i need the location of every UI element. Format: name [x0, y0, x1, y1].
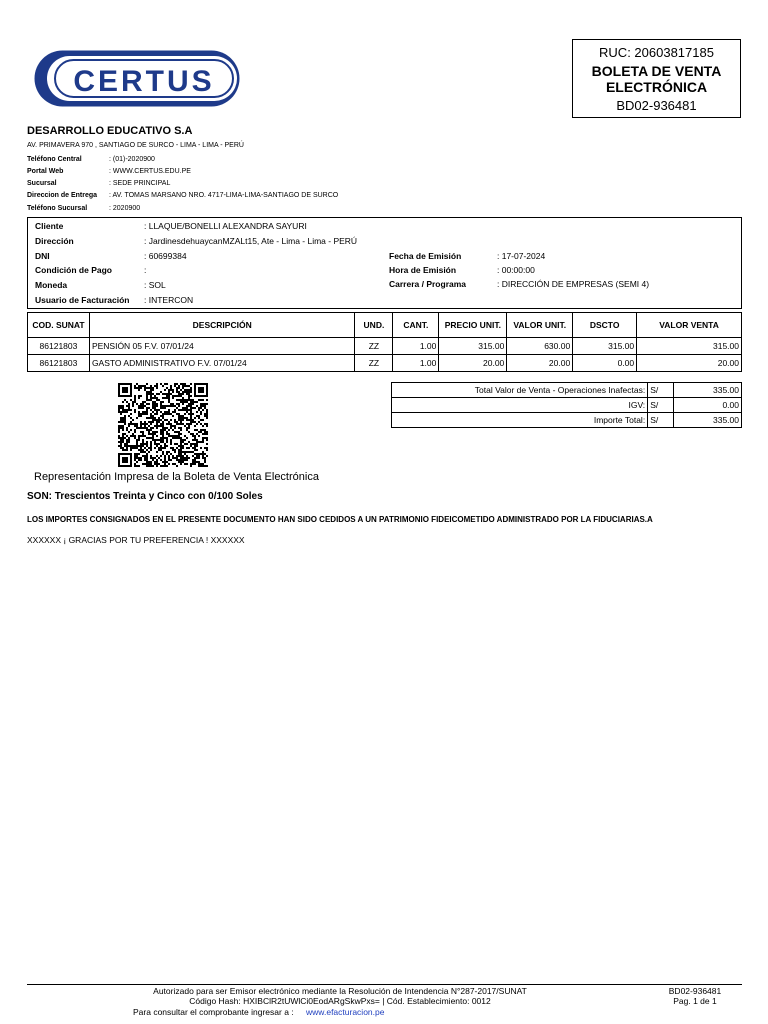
- footer-page: Pag. 1 de 1: [673, 996, 717, 1006]
- efacturacion-link[interactable]: www.efacturacion.pe: [306, 1007, 385, 1017]
- footer-divider: [27, 984, 742, 985]
- issue-date-value: : 17-07-2024: [497, 251, 546, 261]
- document-title: BOLETA DE VENTA ELECTRÓNICA: [591, 63, 722, 95]
- certus-logo: [33, 49, 241, 108]
- info-web: Portal Web : WWW.CERTUS.EDU.PE: [27, 168, 191, 175]
- program-label: Carrera / Programa: [389, 279, 467, 289]
- ruc-number: RUC: 20603817185: [599, 45, 714, 60]
- footer-hash: Código Hash: HXIBClR2tUWlCi0EodARgSkwPxs= | Cód. Establecimiento: 0012: [189, 996, 491, 1006]
- info-phone: Teléfono Central : (01)-2020900: [27, 156, 155, 163]
- col-valor-venta: VALOR VENTA: [637, 313, 742, 338]
- issue-date-label: Fecha de Emisión: [389, 251, 462, 261]
- table-row: 86121803 GASTO ADMINISTRATIVO F.V. 07/01/24 ZZ 1.00 20.00 20.00 0.00 20.00: [28, 355, 742, 372]
- col-valor-unit: VALOR UNIT.: [507, 313, 573, 338]
- dni-value: : 60699384: [144, 251, 187, 261]
- thanks-note: XXXXXX ¡ GRACIAS POR TU PREFERENCIA ! XXXXXX: [27, 535, 245, 545]
- issue-time-value: : 00:00:00: [497, 265, 535, 275]
- table-row: 86121803 PENSIÓN 05 F.V. 07/01/24 ZZ 1.00 315.00 630.00 315.00 315.00: [28, 338, 742, 355]
- footer-consult: Para consultar el comprobante ingresar a : www.efacturacion.pe: [133, 1007, 385, 1017]
- svg-text:CERTUS: CERTUS: [73, 65, 215, 98]
- client-label: Cliente: [35, 221, 64, 231]
- col-cod-sunat: COD. SUNAT: [28, 313, 90, 338]
- billing-user-label: Usuario de Facturación: [35, 295, 130, 305]
- representation-note: Representación Impresa de la Boleta de Venta Electrónica: [34, 471, 319, 483]
- col-dscto: DSCTO: [573, 313, 637, 338]
- company-address: AV. PRIMAVERA 970 , SANTIAGO DE SURCO - LIMA - LIMA - PERÚ: [27, 142, 244, 149]
- fideicomiso-note: LOS IMPORTES CONSIGNADOS EN EL PRESENTE DOCUMENTO HAN SIDO CEDIDOS A UN PATRIMONIO FIDEICOMETIDO ADMINISTRADO POR LA FIDUCIARIAS.A: [27, 515, 653, 524]
- col-cant: CANT.: [393, 313, 439, 338]
- info-branch: Sucursal : SEDE PRINCIPAL: [27, 180, 171, 187]
- total-row: Total Valor de Venta - Operaciones Inafectas: S/ 335.00: [392, 383, 742, 398]
- totals-table: [391, 382, 742, 428]
- client-box: [27, 217, 742, 309]
- col-und: UND.: [355, 313, 393, 338]
- ruc-box: [572, 39, 741, 118]
- footer-doc-number: BD02-936481: [668, 986, 722, 996]
- col-precio-unit: PRECIO UNIT.: [439, 313, 507, 338]
- col-descripcion: DESCRIPCIÓN: [89, 313, 355, 338]
- billing-user-value: : INTERCON: [144, 295, 194, 305]
- client-value: : LLAQUE/BONELLI ALEXANDRA SAYURI: [144, 221, 307, 231]
- payment-value: :: [144, 265, 147, 275]
- payment-label: Condición de Pago: [35, 265, 112, 275]
- info-delivery: Direccion de Entrega : AV. TOMAS MARSANO NRO. 4717-LIMA-LIMA-SANTIAGO DE SURCO: [27, 192, 339, 199]
- address-label: Dirección: [35, 236, 74, 246]
- info-branch-phone: Teléfono Sucursal : 2020900: [27, 205, 141, 212]
- footer-authorization: Autorizado para ser Emisor electrónico mediante la Resolución de Intendencia N°287-2017/SUNAT: [153, 986, 527, 996]
- document-number: BD02-936481: [616, 98, 697, 113]
- company-name: DESARROLLO EDUCATIVO S.A: [27, 125, 193, 137]
- table-header-row: [28, 313, 742, 338]
- igv-row: IGV: S/ 0.00: [392, 398, 742, 413]
- dni-label: DNI: [35, 251, 50, 261]
- currency-value: : SOL: [144, 280, 166, 290]
- address-value: : JardinesdehuaycanMZALt15, Ate - Lima - Lima - PERÚ: [144, 236, 358, 246]
- items-table: [27, 312, 742, 372]
- importe-total-row: Importe Total: S/ 335.00: [392, 413, 742, 428]
- qr-code: [118, 383, 208, 467]
- program-value: : DIRECCIÓN DE EMPRESAS (SEMI 4): [497, 279, 650, 289]
- currency-label: Moneda: [35, 280, 68, 290]
- amount-in-words: SON: Trescientos Treinta y Cinco con 0/100 Soles: [27, 491, 263, 502]
- issue-time-label: Hora de Emisión: [389, 265, 457, 275]
